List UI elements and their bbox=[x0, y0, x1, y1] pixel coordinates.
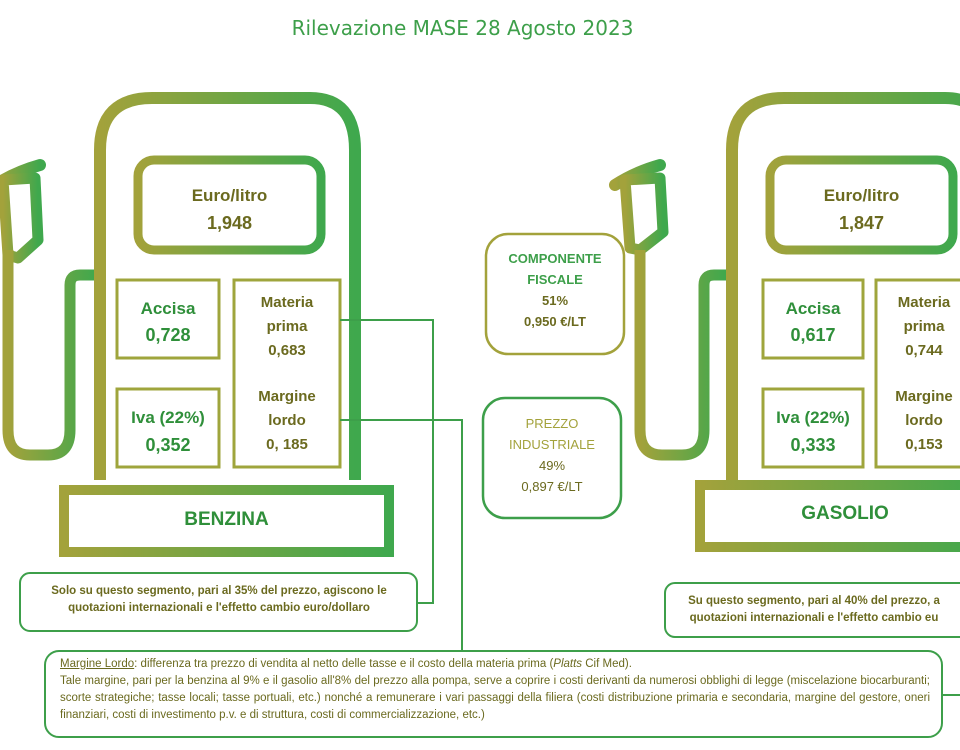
gasolio-accisa-box bbox=[763, 280, 863, 358]
gasolio-iva-value: 0,333 bbox=[790, 435, 836, 455]
benzina-iva-value: 0,352 bbox=[145, 435, 191, 455]
componente-fiscale-line1: COMPONENTE bbox=[508, 251, 602, 266]
page-title: Rilevazione MASE 28 Agosto 2023 bbox=[291, 16, 634, 40]
benzina-price-label: Euro/litro bbox=[191, 186, 268, 205]
benzina-accisa-label: Accisa bbox=[140, 299, 196, 318]
benzina-fuel-name: BENZINA bbox=[184, 509, 269, 530]
gasolio-accisa-label: Accisa bbox=[785, 299, 841, 318]
gasolio-fuel-name: GASOLIO bbox=[801, 503, 889, 524]
benzina-accisa-box bbox=[117, 280, 219, 358]
prezzo-industriale-line1: PREZZO bbox=[525, 416, 579, 431]
gasolio-accisa-value: 0,617 bbox=[790, 325, 836, 345]
gasolio-margine-value: 0,153 bbox=[905, 436, 943, 453]
componente-fiscale-pct: 51% bbox=[541, 293, 569, 308]
benzina-iva-label: Iva (22%) bbox=[131, 408, 205, 427]
benzina-margine-value: 0, 185 bbox=[266, 436, 308, 453]
margine-note: Margine Lordo: differenza tra prezzo di vendita al netto delle tasse e il costo della materia prima (Platts Cif Med). Tale margine, pari per la benzina al 9% e il gasolio all'8% del prezzo alla pompa, serve a coprire i costi derivanti da numerosi obblighi di legge (miscelazione biocarburanti; scorte strategiche; tasse locali; tasse portuali, etc.) nonché a remunerare i vari passaggi della filiera (costi distribuzione primaria e secondaria, margine del gestore, oneri finanziari, costi di investimento p.v. e di struttura, costi di commercializzazione, etc.) bbox=[60, 656, 930, 724]
note-benzina: Solo su questo segmento, pari al 35% del prezzo, agiscono le quotazioni internazionali e l'effetto cambio euro/dollaro bbox=[51, 585, 387, 614]
gasolio-price-label: Euro/litro bbox=[823, 186, 900, 205]
benzina-materia-value: 0,683 bbox=[268, 342, 306, 359]
componente-fiscale-value: 0,950 €/LT bbox=[524, 314, 586, 329]
gasolio-margine-label: Margine lordo 0,153 bbox=[876, 385, 960, 457]
benzina-price-value: 1,948 bbox=[206, 213, 253, 233]
note-gasolio: Su questo segmento, pari al 40% del prezzo, a quotazioni internazionali e l'effetto cambio eu bbox=[688, 595, 940, 624]
gasolio-materia-label: Materia prima 0,744 bbox=[876, 291, 960, 363]
componente-fiscale-line2: FISCALE bbox=[527, 272, 583, 287]
benzina-materia-label: Materia prima 0,683 bbox=[234, 291, 340, 363]
benzina-accisa-value: 0,728 bbox=[145, 325, 191, 345]
margine-note-body: Tale margine, pari per la benzina al 9% e il gasolio all'8% del prezzo alla pompa, serve a coprire i costi derivanti da numerosi obblighi di legge (miscelazione biocarburanti; scorte strategiche; tasse locali; tasse portuali, etc.) nonché a remunerare i vari passaggi della filiera (costi distribuzione primaria e secondaria, margine del gestore, oneri finanziari, costi di investimento p.v. e di struttura, costi di commercializzazione, etc.) bbox=[60, 675, 930, 721]
prezzo-industriale-pct: 49% bbox=[538, 458, 566, 473]
prezzo-industriale-value: 0,897 €/LT bbox=[521, 479, 583, 494]
gasolio-price-value: 1,847 bbox=[838, 213, 885, 233]
componente-fiscale-text bbox=[486, 248, 624, 332]
margine-note-term: Margine Lordo bbox=[60, 658, 135, 670]
benzina-margine-label: Margine lordo 0, 185 bbox=[234, 385, 340, 457]
gasolio-materia-value: 0,744 bbox=[905, 342, 943, 359]
prezzo-industriale-line2: INDUSTRIALE bbox=[509, 437, 595, 452]
gasolio-iva-label: Iva (22%) bbox=[776, 408, 850, 427]
prezzo-industriale-text bbox=[483, 413, 621, 497]
